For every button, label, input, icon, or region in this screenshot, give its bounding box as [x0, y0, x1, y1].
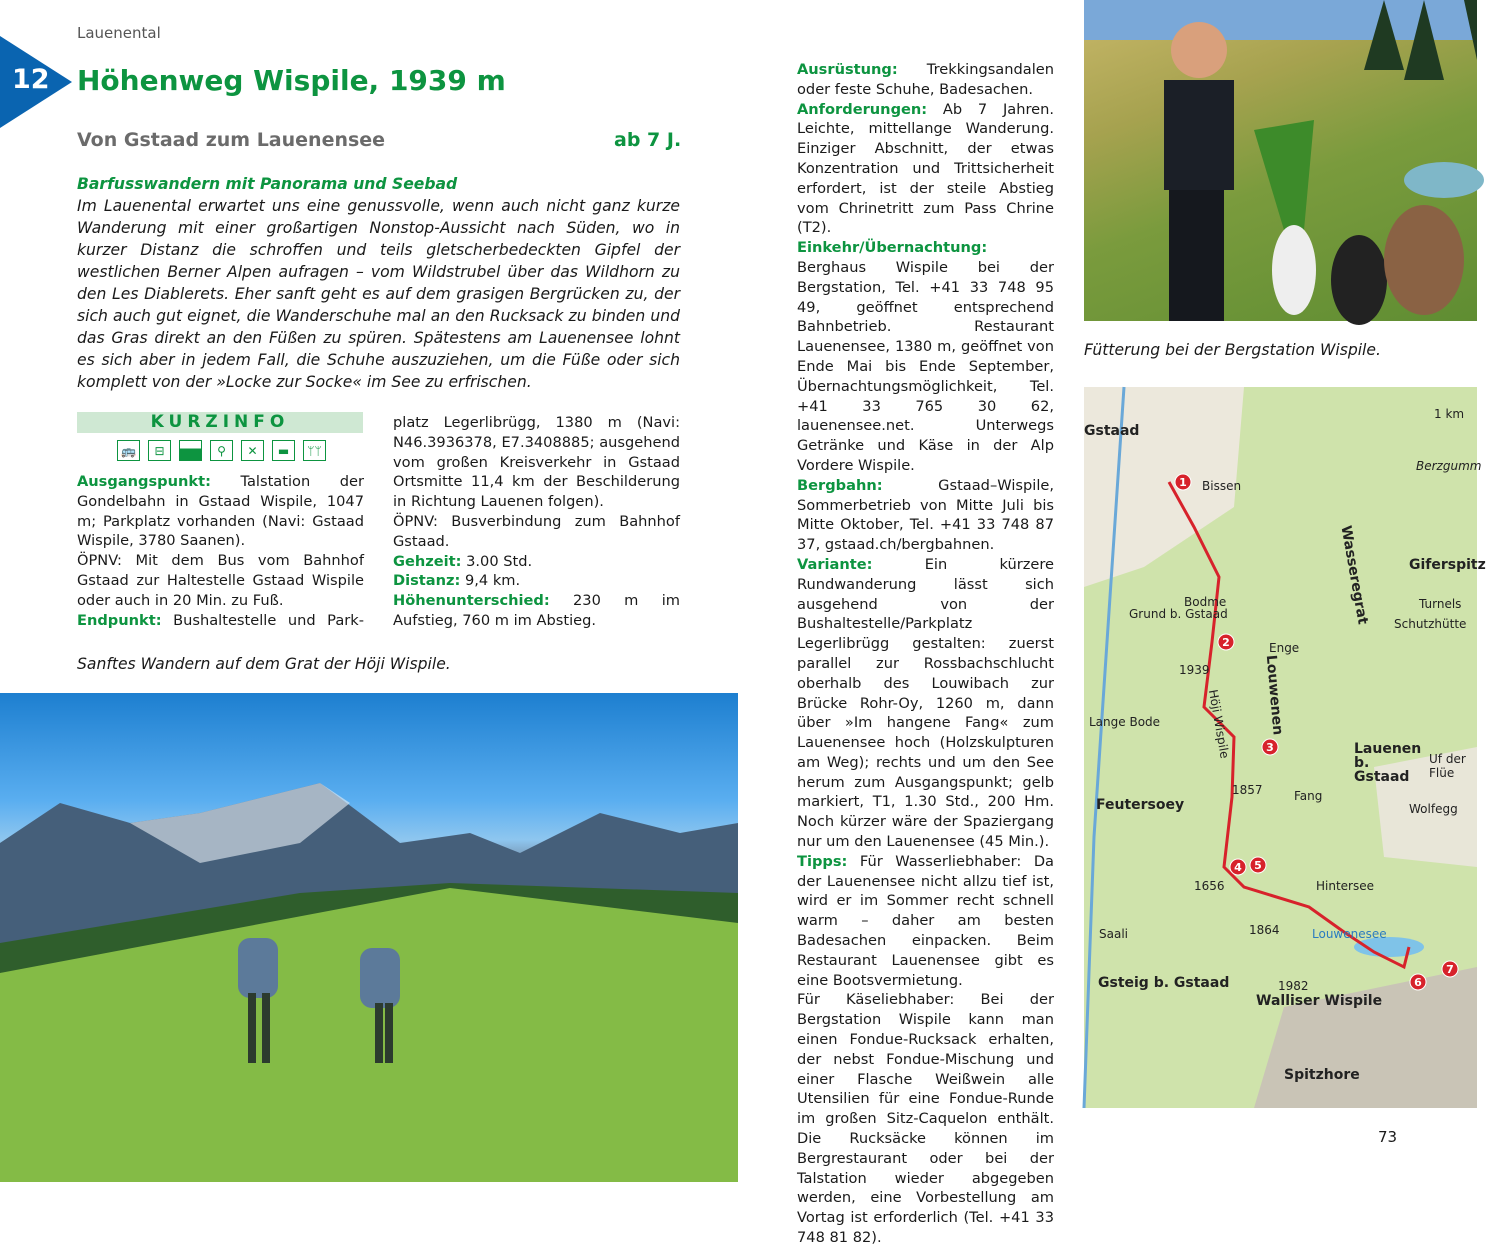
- age-badge: ab 7 J.: [614, 129, 682, 151]
- map-label: Spitzhore: [1284, 1067, 1360, 1083]
- kurzinfo-end: Endpunkt: Bushaltestelle und Park-: [77, 611, 364, 629]
- svg-text:5: 5: [1254, 859, 1262, 872]
- kurzinfo-end-cont: platz Legerlibrügg, 1380 m (Navi: N46.3936378, E7.3408885; ausgehend vom großen Kreisverkehr in Gstaad Ortsmitte 11,4 km der Beschilderung in Richtung Lauenen folgen).: [393, 414, 680, 511]
- svg-text:1: 1: [1179, 476, 1187, 489]
- map-label: 1864: [1249, 923, 1280, 937]
- map-label: Louwenesee: [1312, 927, 1387, 941]
- accommodation: Einkehr/Übernachtung: Berghaus Wispile bei der Bergstation, Tel. +41 33 748 95 49, geöffnet entsprechend Bahnbetrieb. Restaurant Lauenensee, 1380 m, geöffnet von Ende Mai bis Ende September, Übernachtungsmöglichkeit, Tel. +41 33 765 30 62, lauenensee.net. Unterwegs Getränke und Käse in der Alp Vordere Wispile.: [797, 239, 1054, 474]
- map-label: Uf der Flüe: [1429, 752, 1466, 780]
- svg-text:4: 4: [1234, 861, 1242, 874]
- map-label: Turnels: [1419, 597, 1462, 611]
- map-label: Lange Bode: [1089, 715, 1161, 729]
- waypoint-marker: [1410, 974, 1426, 990]
- kurzinfo-end-transit: ÖPNV: Busverbindung zum Bahnhof Gstaad.: [393, 512, 680, 550]
- map-scale: 1 km: [1434, 407, 1465, 421]
- map-label: Grund b. Gstaad: [1129, 607, 1228, 621]
- bed-icon: ▬: [272, 440, 295, 461]
- variant: Variante: Ein kürzere Rundwanderung lässt sich ausgehend von der Bushaltestelle/Parkplatz Legerlibrügg gestalten: zuerst parallel zur Rossbachschlucht oberhalb des Louwibach zur Brücke Rohr-Oy, 1260 m, dann über »Im hangene Fang« zum Lauenensee hoch (Holzskulpturen am Weg); rechts und um den See herum zum Ausgangspunkt; gelb markiert, T1, 1.30 Std., 200 Hm. Noch kürzer wäre der Spaziergang nur um den Lauenensee (45 Min.).: [797, 555, 1054, 851]
- intro-text: Im Lauenental erwartet uns eine genussvolle, wenn auch nicht ganz kurze Wanderung mit einer großartigen Nonstop-Aussicht nach Süden, wo in kurzer Distanz die schroffen und teils gletscherbedeckten Gipfel der westlichen Berner Alpen aufragen – vom Wildstrubel über das Wildhorn zu den Les Diablerets. Eher sanft geht es auf dem grasigen Bergrücken zu, der sich auch gut eignet, die Wanderschuhe mal an den Rucksack zu binden und das Gras direkt an den Füßen zu spüren. Spätestens am Lauenensee lohnt es sich aber in jedem Fall, die Schuhe auszuziehen, um die Füße oder sich komplett von der »Locke zur Socke« im See zu erfrischen.: [77, 197, 680, 391]
- goat-feeding-photo: [1084, 0, 1477, 321]
- map-label: Enge: [1269, 641, 1300, 655]
- map-label: Walliser Wispile: [1256, 993, 1383, 1009]
- svg-text:7: 7: [1446, 963, 1454, 976]
- map-label: Bissen: [1202, 479, 1242, 493]
- map-label: Bodme: [1184, 595, 1227, 609]
- kurzinfo-elevation: Höhenunterschied: 230 m im Aufstieg, 760 m im Abstieg.: [393, 592, 680, 629]
- map-label: Schutzhütte: [1394, 617, 1467, 631]
- map-label: Saali: [1099, 927, 1128, 941]
- playground-icon: ⚲: [210, 440, 233, 461]
- waypoint-marker: [1230, 859, 1246, 875]
- requirements: Anforderungen: Ab 7 Jahren. Leichte, mittellange Wanderung. Einziger Abschnitt, der etwas Konzentration und Trittsicherheit erfordert, ist der steile Abstieg vom Chrinetritt zum Pass Chrine (T2).: [797, 100, 1054, 237]
- kurzinfo-icons: [117, 440, 326, 461]
- cable-car: Bergbahn: Gstaad–Wispile, Sommerbetrieb von Mitte Juli bis Mitte Oktober, Tel. +41 33 748 87 37, gstaad.ch/bergbahnen.: [797, 476, 1054, 554]
- cable-car-icon: ⊟: [148, 440, 171, 461]
- map-label: Wasseregrat: [1337, 524, 1371, 626]
- map-label: 1982: [1278, 979, 1309, 993]
- waypoint-marker: [1442, 961, 1458, 977]
- photo-caption-right: Fütterung bei der Bergstation Wispile.: [1084, 341, 1381, 359]
- kurzinfo-transit: ÖPNV: Mit dem Bus vom Bahnhof Gstaad zur Haltestelle Gstaad Wispile oder auch in 20 Min. zu Fuß.: [77, 552, 364, 609]
- waypoint-marker: [1262, 739, 1278, 755]
- waypoint-marker: [1175, 474, 1191, 490]
- route-map: [1084, 387, 1486, 1108]
- mountain-landscape: [0, 693, 738, 1182]
- kurzinfo-column-2: [393, 413, 680, 631]
- lake-icon: [179, 440, 202, 461]
- map-label: Fang: [1294, 789, 1323, 803]
- kurzinfo-time: Gehzeit: 3.00 Std.: [393, 552, 533, 570]
- map-label: Gsteig b. Gstaad: [1098, 975, 1230, 991]
- svg-text:6: 6: [1414, 976, 1422, 989]
- equipment: Ausrüstung: Trekkingsandalen oder feste Schuhe, Badesachen.: [797, 61, 1054, 98]
- kurzinfo-start: Ausgangspunkt: Talstation der Gondelbahn in Gstaad Wispile, 1047 m; Parkplatz vorhanden (Navi: Gstaad Wispile, 3780 Saanen).: [77, 473, 364, 550]
- section-header: Lauenental: [77, 24, 161, 42]
- kurzinfo-column-1: [77, 472, 364, 630]
- intro-lead: Barfusswandern mit Panorama und Seebad: [77, 175, 458, 193]
- info-column: [797, 60, 1054, 1248]
- map-label: 1939: [1179, 663, 1210, 677]
- map-label: Berzgumm: [1416, 459, 1482, 473]
- map-label: Feutersoey: [1096, 797, 1185, 813]
- map-label: Hintersee: [1316, 879, 1375, 893]
- kurzinfo-heading: KURZINFO: [77, 412, 363, 433]
- page-number: 73: [1378, 1128, 1398, 1146]
- photo-caption-left: Sanftes Wandern auf dem Grat der Höji Wispile.: [77, 655, 451, 673]
- map-label: Louwenen: [1262, 654, 1286, 736]
- svg-text:2: 2: [1222, 636, 1230, 649]
- map-label: Gstaad: [1084, 423, 1140, 439]
- map-label: 1656: [1194, 879, 1225, 893]
- intro: [77, 173, 680, 393]
- map-label: Wolfegg: [1409, 802, 1458, 816]
- map-label: 1857: [1232, 783, 1263, 797]
- map-label: Lauenen b. Gstaad: [1354, 741, 1422, 785]
- tips: Tipps: Für Wasserliebhaber: Da der Lauenensee nicht allzu tief ist, wird er im Sommer recht schnell warm – daher am besten Badesachen einpacken. Beim Restaurant Lauenensee gibt es eine Bootsvermietung.: [797, 852, 1054, 989]
- tour-number: 12: [12, 64, 50, 95]
- svg-text:3: 3: [1266, 741, 1274, 754]
- map-label: Höji Wispile: [1205, 688, 1232, 760]
- page-title: Höhenweg Wispile, 1939 m: [77, 64, 506, 97]
- subtitle: Von Gstaad zum Lauenensee: [77, 129, 386, 151]
- map-label: Giferspitz: [1409, 557, 1486, 573]
- waypoint-marker: [1218, 634, 1234, 650]
- tips-cheese: Für Käseliebhaber: Bei der Bergstation Wispile kann man einen Fondue-Rucksack erhalten, der nebst Fondue-Mischung und einer Flasche Weißwein alle Utensilien für eine Fondue-Runde im großen Sitz-Caquelon enthält. Die Rucksäcke können im Bergrestaurant oder bei der Talstation wieder abgegeben werden, eine Vorbestellung am Vortag ist erforderlich (Tel. +41 33 748 81 82).: [797, 991, 1054, 1247]
- restaurant-icon: ✕: [241, 440, 264, 461]
- waypoint-marker: [1250, 857, 1266, 873]
- family-icon: ᛘᛘ: [303, 440, 326, 461]
- hikers-photo: [0, 693, 738, 1182]
- boy-and-goats: [1084, 0, 1477, 321]
- kurzinfo-distance: Distanz: 9,4 km.: [393, 572, 521, 590]
- bus-icon: 🚌: [117, 440, 140, 461]
